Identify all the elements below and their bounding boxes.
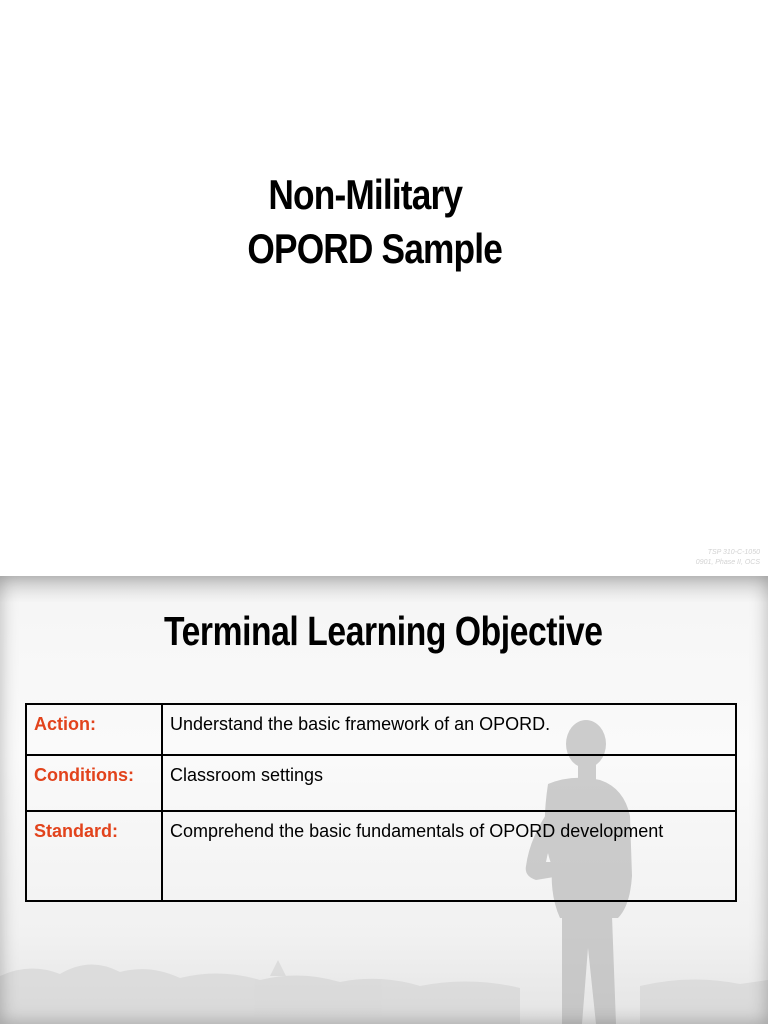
title-line-2: OPORD Sample	[247, 225, 502, 272]
objective-slide	[0, 576, 768, 1024]
standard-label: Standard:	[26, 811, 162, 901]
conditions-text: Classroom settings	[162, 755, 736, 811]
title-line-1: Non-Military	[268, 171, 463, 218]
footer-phase: 0901, Phase II, OCS	[695, 559, 760, 566]
table-row	[26, 811, 736, 901]
action-text: Understand the basic framework of an OPORD.	[162, 704, 736, 755]
footer-course-code: TSP 310-C-1050	[707, 549, 760, 556]
slide-footer	[696, 548, 760, 568]
standard-text: Comprehend the basic fundamentals of OPORD development	[162, 811, 736, 901]
table-row	[26, 704, 736, 755]
table-row	[26, 755, 736, 811]
objective-title: Terminal Learning Objective	[163, 608, 603, 654]
conditions-label: Conditions:	[26, 755, 162, 811]
action-label: Action:	[26, 704, 162, 755]
objective-table	[25, 703, 737, 902]
